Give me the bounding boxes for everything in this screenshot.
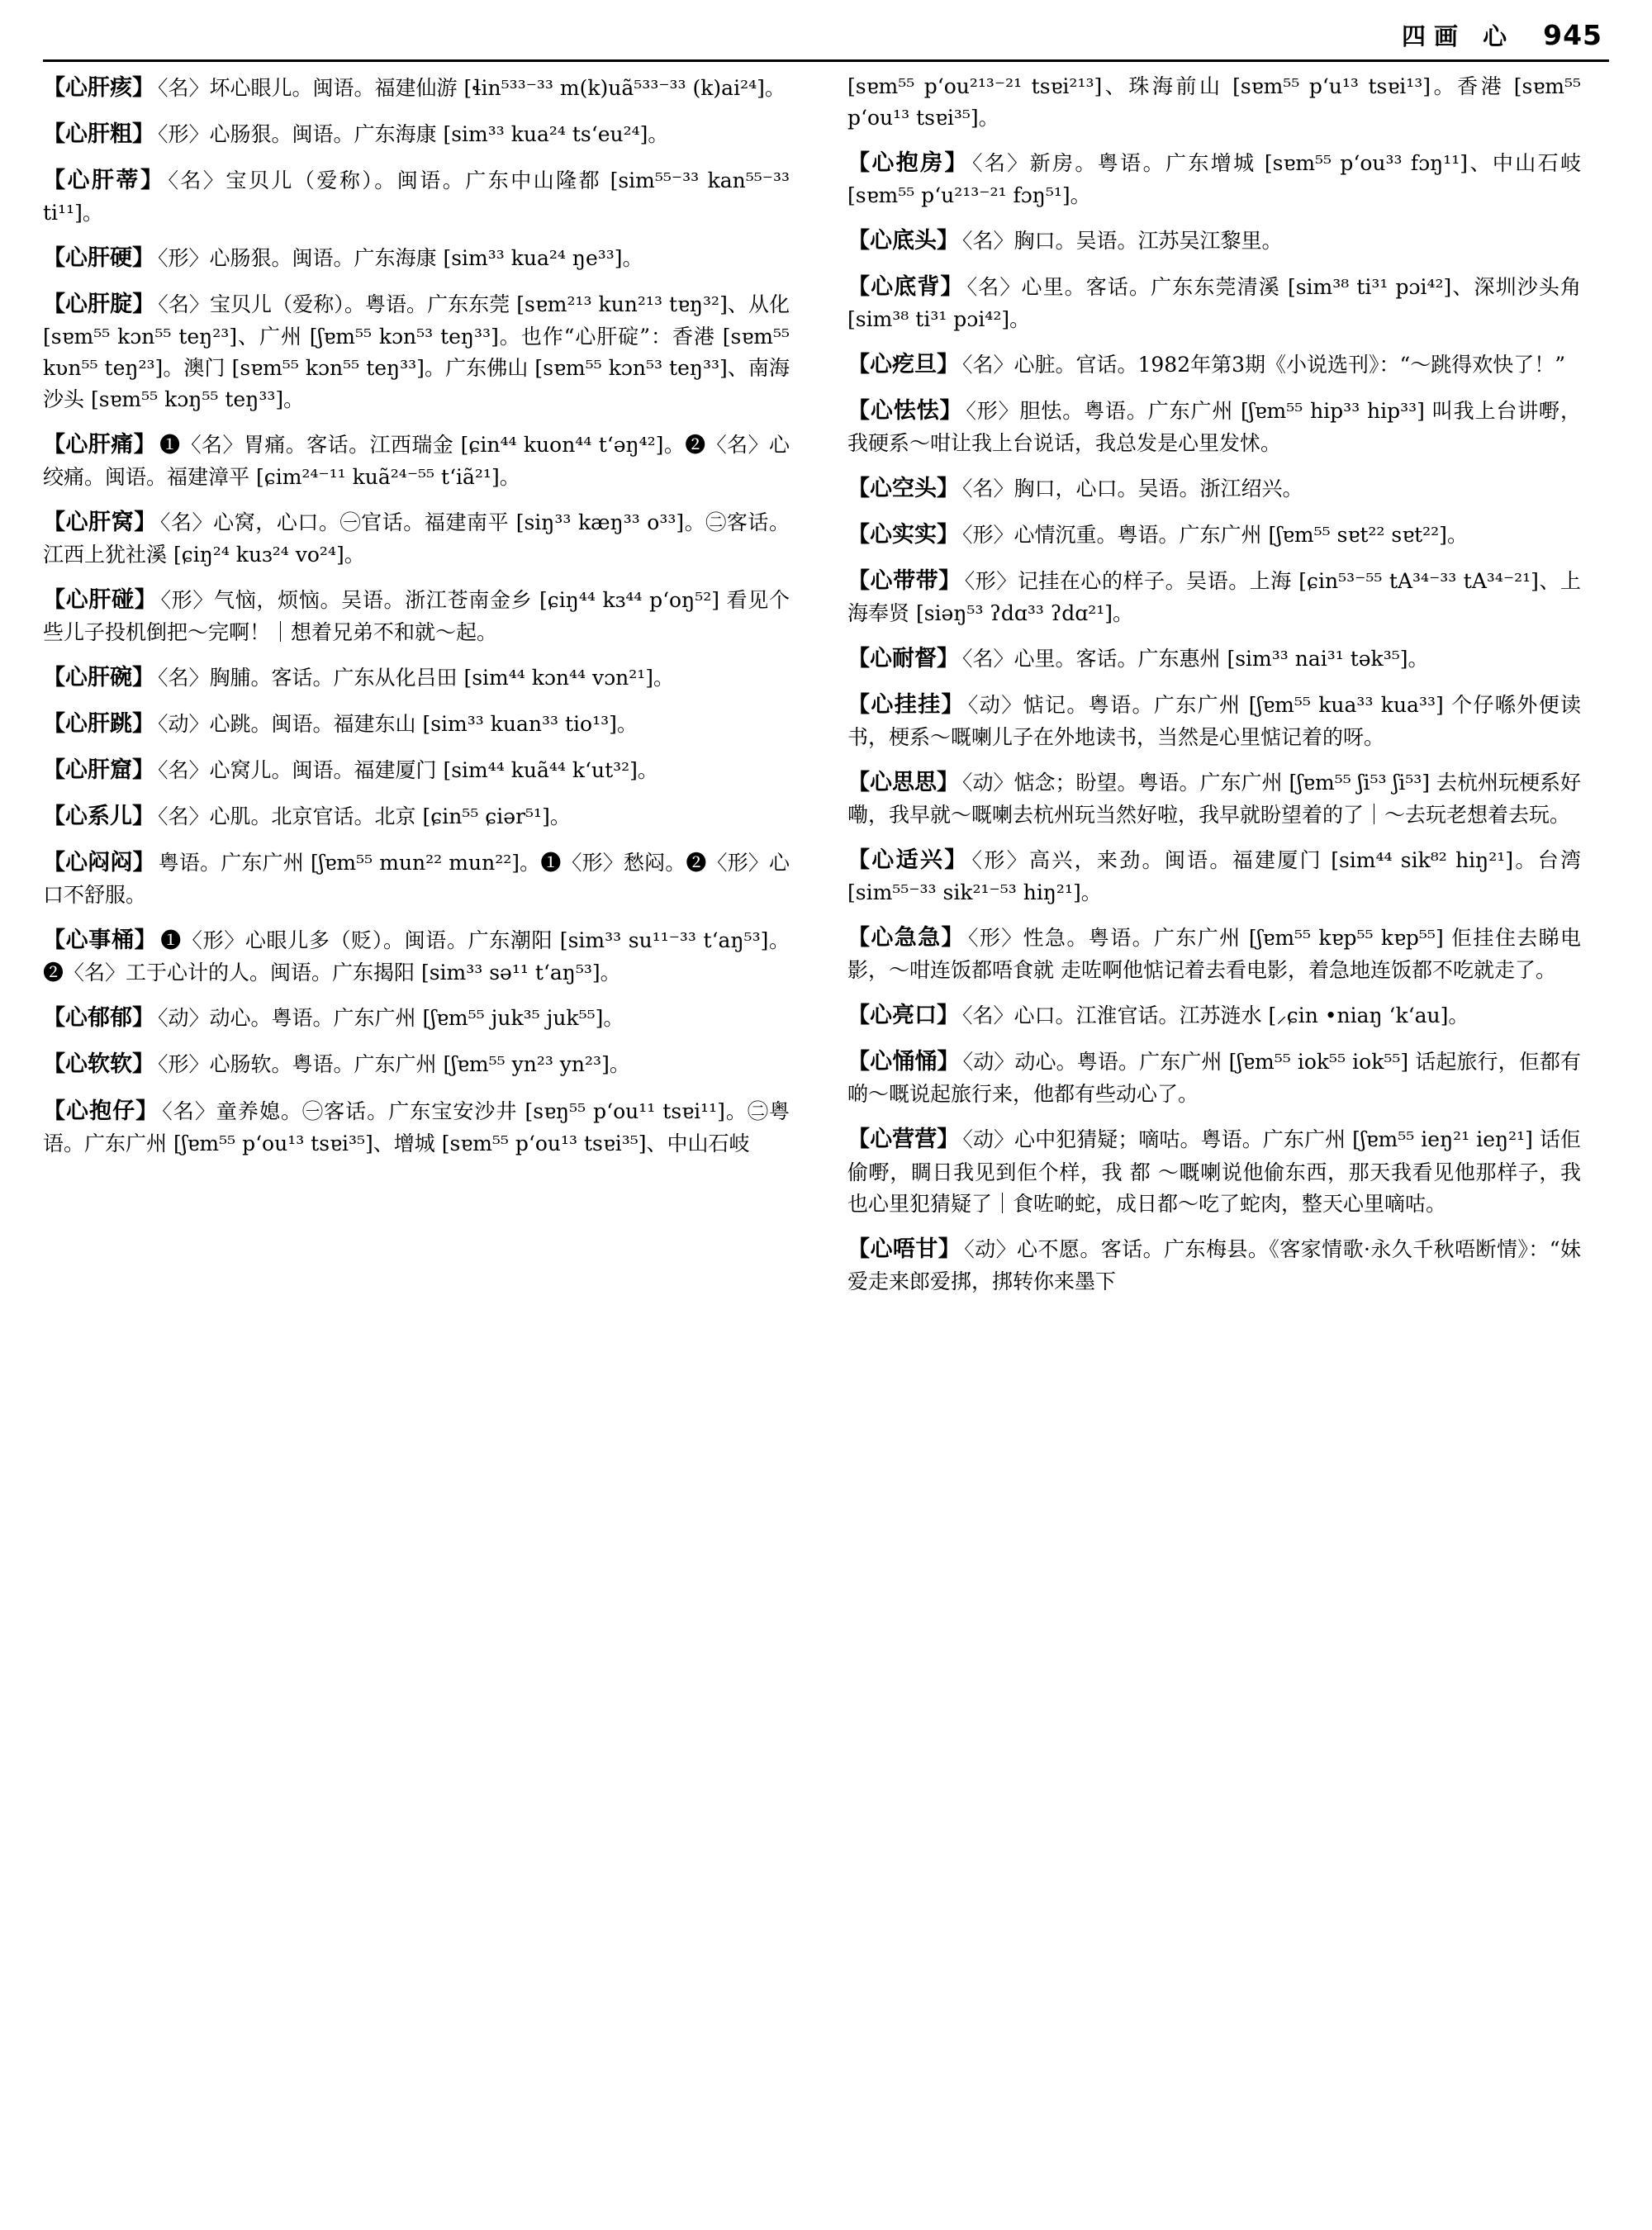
dictionary-entry <box>847 921 1581 986</box>
dictionary-entry <box>847 270 1581 335</box>
entry-headword: 【心空头】 <box>847 476 959 502</box>
entry-headword: 【心思思】 <box>847 770 960 796</box>
entry-headword: 【心急急】 <box>847 925 965 951</box>
entry-headword: 【心带带】 <box>847 568 961 595</box>
entry-body: 〈名〉新房。粤语。广东增城 [sɐm⁵⁵ pʻou³³ fɔŋ¹¹]、中山石岐 [sɐm⁵⁵ pʻu²¹³⁻²¹ fɔŋ⁵¹]。 <box>847 151 1581 208</box>
entry-body: 〈名〉胸脯。客话。广东从化吕田 [sim⁴⁴ kɔn⁴⁴ vɔn²¹]。 <box>158 666 674 690</box>
entry-headword: 【心软软】 <box>43 1051 154 1078</box>
dictionary-entry <box>847 688 1581 753</box>
dictionary-entry <box>847 766 1581 831</box>
dictionary-entry <box>847 348 1581 382</box>
dictionary-entry <box>43 428 790 493</box>
entry-body: 〈动〉心中犯猜疑；嘀咕。粤语。广东广州 [ʃɐm⁵⁵ ieŋ²¹ ieŋ²¹] 话佢偷嘢，睭日我见到佢个样，我 都 ～嘅喇说他偷东西，那天我看见他那样子，我也心里犯猜疑了｜食咗啲蛇，成日都～吃了蛇肉，整天心里嘀咕。 <box>847 1127 1582 1216</box>
entry-headword: 【心肝痛】 <box>43 432 157 458</box>
entry-body: 〈名〉胸口。吴语。江苏吴江黎里。 <box>962 229 1283 254</box>
entry-headword: 【心肝跳】 <box>43 711 154 738</box>
entry-headword: 【心底背】 <box>847 274 964 301</box>
entry-headword: 【心唔甘】 <box>847 1236 961 1262</box>
entry-body: 〈形〉胆怯。粤语。广东广州 [ʃɐm⁵⁵ hip³³ hip³³] 叫我上台讲嘢，我硬系～咁让我上台说话，我总发是心里发怵。 <box>847 399 1582 456</box>
entry-headword: 【心肝窝】 <box>43 510 157 536</box>
entry-body: 〈动〉动心。粤语。广东广州 [ʃɐm⁵⁵ juk³⁵ juk⁵⁵]。 <box>158 1006 624 1031</box>
dictionary-entry <box>43 71 790 105</box>
entry-body: 〈名〉心口。江淮官话。江苏涟水 [⸝ɕin •niaŋ ʻkʻau]。 <box>962 1004 1469 1028</box>
dictionary-entry <box>43 241 790 275</box>
dictionary-entry <box>43 1094 790 1160</box>
dictionary-entry <box>43 164 790 229</box>
entry-body: ❶〈形〉心眼儿多（贬）。闽语。广东潮阳 [sim³³ su¹¹⁻³³ tʻaŋ⁵³]。❷〈名〉工于心计的人。闽语。广东揭阳 [sim³³ sə¹¹ tʻaŋ⁵³]。 <box>43 928 790 985</box>
entry-headword: 【心耐督】 <box>847 646 959 672</box>
entry-body: 〈名〉心里。客话。广东东莞清溪 [sim³⁸ ti³¹ pɔi⁴²]、深圳沙头角 [sim³⁸ ti³¹ pɔi⁴²]。 <box>847 275 1581 332</box>
columns-container <box>43 71 1609 2222</box>
dictionary-entry <box>43 1001 790 1035</box>
page-header <box>1402 18 1602 52</box>
entry-body: 〈形〉气恼，烦恼。吴语。浙江苍南金乡 [ɕiŋ⁴⁴ kɜ⁴⁴ pʻoŋ⁵²] 看见个些儿子投机倒把～完啊！｜想着兄弟不和就～起。 <box>43 588 790 645</box>
dictionary-entry <box>43 923 790 989</box>
entry-body: 〈形〉心肠狠。闽语。广东海康 [sim³³ kua²⁴ tsʻeu²⁴]。 <box>158 122 669 147</box>
entry-headword: 【心肝窟】 <box>43 757 154 784</box>
running-head: 四画 心 <box>1402 22 1516 50</box>
dictionary-entry <box>847 843 1581 909</box>
dictionary-entry <box>43 753 790 787</box>
entry-headword: 【心肝碰】 <box>43 587 158 614</box>
entry-headword: 【心适兴】 <box>847 847 969 874</box>
entry-headword: 【心怯怯】 <box>847 398 963 425</box>
entry-headword: 【心底头】 <box>847 228 959 254</box>
entry-body: 〈形〉心肠软。粤语。广东广州 [ʃɐm⁵⁵ yn²³ yn²³]。 <box>158 1052 630 1077</box>
dictionary-entry <box>847 564 1581 629</box>
dictionary-entry <box>847 1122 1581 1219</box>
entry-body: 〈动〉惦念；盼望。粤语。广东广州 [ʃɐm⁵⁵ ʃi⁵³ ʃi⁵³] 去杭州玩梗系好嘞，我早就～嘅喇去杭州玩当然好啦，我早就盼望着的了｜～去玩老想着去玩。 <box>847 771 1581 828</box>
entry-headword: 【心闷闷】 <box>43 850 155 876</box>
dictionary-entry <box>847 518 1581 552</box>
entry-body: 粤语。广东广州 [ʃɐm⁵⁵ mun²² mun²²]。❶〈形〉愁闷。❷〈形〉心口不舒服。 <box>43 851 790 908</box>
entry-body: 〈形〉心肠狠。闽语。广东海康 [sim³³ kua²⁴ ŋe³³]。 <box>158 246 643 271</box>
entry-body: 〈形〉心情沉重。粤语。广东广州 [ʃɐm⁵⁵ sɐt²² sɐt²²]。 <box>962 523 1468 548</box>
entry-body: ❶〈名〉胃痛。客话。江西瑞金 [ɕin⁴⁴ kuon⁴⁴ tʻəŋ⁴²]。❷〈名〉心绞痛。闽语。福建漳平 [ɕim²⁴⁻¹¹ kuã²⁴⁻⁵⁵ tʻiã²¹]。 <box>43 433 790 490</box>
entry-headword: 【心肝蒂】 <box>43 168 165 194</box>
entry-headword: 【心营营】 <box>847 1127 960 1153</box>
entry-headword: 【心肝硬】 <box>43 245 154 272</box>
entry-headword: 【心系儿】 <box>43 804 154 830</box>
entry-headword: 【心肝痎】 <box>43 75 154 101</box>
entry-headword: 【心抱仔】 <box>43 1098 159 1124</box>
header-rule <box>43 59 1609 62</box>
entry-body: 〈名〉宝贝儿（爱称）。闽语。广东中山隆都 [sim⁵⁵⁻³³ kan⁵⁵⁻³³ ti¹¹]。 <box>43 168 790 225</box>
entry-body: 〈形〉高兴，来劲。闽语。福建厦门 [sim⁴⁴ sik⁸² hiŋ²¹]。台湾 [sim⁵⁵⁻³³ sik²¹⁻⁵³ hiŋ²¹]。 <box>847 848 1582 905</box>
dictionary-entry <box>847 146 1581 211</box>
column-left <box>43 71 811 2222</box>
entry-body: 〈名〉心窝，心口。㊀官话。福建南平 [siŋ³³ kæŋ³³ o³³]。㊁客话。江西上犹社溪 [ɕiŋ²⁴ kuɜ²⁴ vo²⁴]。 <box>43 510 790 567</box>
dictionary-entry <box>43 799 790 833</box>
dictionary-entry <box>847 224 1581 258</box>
entry-body: 〈名〉宝贝儿（爱称）。粤语。广东东莞 [sɐm²¹³ kun²¹³ tɐŋ³²]、从化 [sɐm⁵⁵ kɔn⁵⁵ teŋ²³]、广州 [ʃɐm⁵⁵ kɔn⁵³ teŋ³³]。也作“心肝碇”：香港 [sɐm⁵⁵ kʋn⁵⁵ teŋ²³]。澳门 [sɐm⁵⁵ kɔn⁵⁵ teŋ³³]。广东佛山 [sɐm⁵⁵ kɔn⁵³ teŋ³³]、南海沙头 [sɐm⁵⁵ kɔŋ⁵⁵ teŋ³³]。 <box>43 292 790 412</box>
dictionary-entry <box>43 661 790 695</box>
entry-body: 〈名〉心肌。北京官话。北京 [ɕin⁵⁵ ɕiər⁵¹]。 <box>158 804 571 829</box>
entry-body: 〈形〉性急。粤语。广东广州 [ʃɐm⁵⁵ kɐp⁵⁵ kɐp⁵⁵] 佢挂住去睇电影，～咁连饭都唔食就 走咗啊他惦记着去看电影，着急地连饭都不吃就走了。 <box>847 926 1581 983</box>
page-number: 945 <box>1543 19 1602 51</box>
entry-headword: 【心肝碗】 <box>43 665 154 691</box>
dictionary-entry <box>43 505 790 571</box>
dictionary-entry <box>847 642 1581 676</box>
entry-body: 〈名〉心窝儿。闽语。福建厦门 [sim⁴⁴ kuã⁴⁴ kʻut³²]。 <box>158 758 658 783</box>
entry-body: 〈名〉心脏。官话。1982年第3期《小说选刊》：“～跳得欢快了！” <box>962 353 1566 377</box>
entry-body: 〈名〉胸口，心口。吴语。浙江绍兴。 <box>962 477 1303 501</box>
entry-headword: 【心肝腚】 <box>43 292 155 318</box>
dictionary-entry <box>43 117 790 151</box>
entry-body: 〈名〉心里。客话。广东惠州 [sim³³ nai³¹ tək³⁵]。 <box>962 647 1429 671</box>
entry-body: 〈动〉心不愿。客话。广东梅县。《客家情歌·永久千秋唔断情》：“妹爱走来郎爱挷，挷转你来墨下 <box>847 1236 1582 1293</box>
dictionary-entry <box>43 1047 790 1081</box>
dictionary-entry <box>847 1045 1581 1110</box>
entry-headword: 【心抱房】 <box>847 150 969 176</box>
dictionary-entry <box>43 583 790 648</box>
entry-headword: 【心亮口】 <box>847 1003 959 1029</box>
entry-headword: 【心实实】 <box>847 522 959 548</box>
entry-body: 〈动〉心跳。闽语。福建东山 [sim³³ kuan³³ tio¹³]。 <box>158 712 638 737</box>
dictionary-entry <box>43 287 790 415</box>
entry-body: 〈动〉惦记。粤语。广东广州 [ʃɐm⁵⁵ kua³³ kua³³] 个仔喺外便读书，梗系～嘅喇儿子在外地读书，当然是心里惦记着的呀。 <box>847 693 1581 750</box>
entry-headword: 【心悀悀】 <box>847 1049 960 1075</box>
dictionary-entry <box>847 472 1581 505</box>
entry-body: 〈动〉动心。粤语。广东广州 [ʃɐm⁵⁵ iok⁵⁵ iok⁵⁵] 话起旅行，佢都有啲～嘅说起旅行来，他都有些动心了。 <box>847 1050 1582 1107</box>
dictionary-entry <box>43 846 790 911</box>
entry-body: 〈名〉童养媳。㊀客话。广东宝安沙井 [sɐŋ⁵⁵ pʻou¹¹ tsɐi¹¹]。㊁粤语。广东广州 [ʃɐm⁵⁵ pʻou¹³ tsɐi³⁵]、增城 [sɐm⁵⁵ pʻou¹³ tsɐi³⁵]、中山石岐 <box>43 1098 790 1155</box>
entry-headword: 【心郁郁】 <box>43 1005 154 1032</box>
entry-headword: 【心事桶】 <box>43 928 158 954</box>
entry-headword: 【心肝粗】 <box>43 121 154 148</box>
entry-body: 〈名〉坏心眼儿。闽语。福建仙游 [ɬin⁵³³⁻³³ m(k)uã⁵³³⁻³³ (k)ai²⁴]。 <box>158 76 786 100</box>
dictionary-entry <box>847 71 1581 134</box>
entry-headword: 【心疙旦】 <box>847 352 959 378</box>
column-right <box>813 71 1581 2222</box>
entry-body: 〈形〉记挂在心的样子。吴语。上海 [ɕin⁵³⁻⁵⁵ tA³⁴⁻³³ tA³⁴⁻²¹]、上海奉贤 [siəŋ⁵³ ʔdɑ³³ ʔdɑ²¹]。 <box>847 569 1582 626</box>
dictionary-entry <box>847 1232 1581 1298</box>
entry-headword: 【心挂挂】 <box>847 692 965 719</box>
entry-body: [sɐm⁵⁵ pʻou²¹³⁻²¹ tsɐi²¹³]、珠海前山 [sɐm⁵⁵ pʻu¹³ tsɐi¹³]。香港 [sɐm⁵⁵ pʻou¹³ tsɐi³⁵]。 <box>847 74 1581 130</box>
dictionary-entry <box>847 394 1581 459</box>
dictionary-entry <box>43 707 790 741</box>
dictionary-entry <box>847 999 1581 1032</box>
